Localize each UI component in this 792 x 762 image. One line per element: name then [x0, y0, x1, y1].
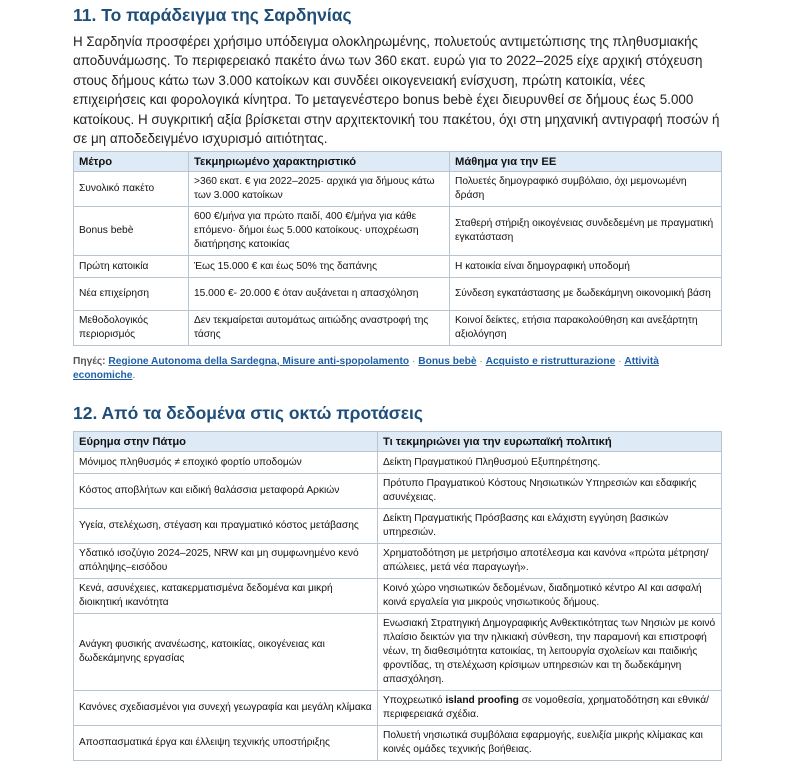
table-row: [74, 278, 722, 311]
table-cell: Η κατοικία είναι δημογραφική υποδομή: [450, 256, 722, 278]
table-header-row: [74, 432, 722, 452]
findings-table: [73, 431, 722, 761]
table-cell: Υγεία, στελέχωση, στέγαση και πραγματικό κόστος μετάβασης: [74, 509, 378, 544]
table-cell: Μόνιμος πληθυσμός ≠ εποχικό φορτίο υποδομών: [74, 452, 378, 474]
table-cell: 600 €/μήνα για πρώτο παιδί, 400 €/μήνα για κάθε επόμενο· δήμοι έως 5.000 κατοίκους· υποχρέωση διατήρησης κατοικίας: [189, 207, 450, 256]
table-cell: Πολυετές δημογραφικό συμβόλαιο, όχι μεμονωμένη δράση: [450, 172, 722, 207]
table-row: [74, 691, 722, 726]
table-row: [74, 579, 722, 614]
table-row: [74, 207, 722, 256]
separator: ·: [618, 356, 622, 367]
sardinia-measures-table: [73, 151, 722, 346]
source-link-bonus-bebe[interactable]: Bonus bebè: [418, 356, 477, 367]
table-row: [74, 256, 722, 278]
column-header: Μέτρο: [74, 152, 189, 172]
table-cell: Νέα επιχείρηση: [74, 278, 189, 311]
table-row: [74, 452, 722, 474]
section-12-heading: 12. Από τα δεδομένα στις οκτώ προτάσεις: [73, 403, 424, 423]
column-header: Εύρημα στην Πάτμο: [74, 432, 378, 452]
column-header: Τι τεκμηριώνει για την ευρωπαϊκή πολιτική: [378, 432, 722, 452]
section-11-paragraph: Η Σαρδηνία προσφέρει χρήσιμο υπόδειγμα ολοκληρωμένης, πολυετούς αντιμετώπισης της πληθυσμιακής αποδυνάμωσης. Το περιφερειακό πακέτο άνω των 360 εκατ. ευρώ για το 2022–2025 είχε αρχική στόχευση στους δήμους κάτω των 3.000 κατοίκων και συνδέει οικογενειακή ενίσχυση, πρώτη κατοικία, νέες επιχειρήσεις και φορολογικά κίνητρα. Το μεταγενέστερο bonus bebè έχει διευρυνθεί σε δήμους έως 5.000 κατοίκους. Η συγκριτική αξία βρίσκεται στην αρχιτεκτονική του πακέτου, όχι στη μηχανική αντιγραφή ποσών ή σε μη αποδεδειγμένο ισχυρισμό αιτιότητας.: [73, 34, 720, 147]
table-row: [74, 474, 722, 509]
table-cell: Ενωσιακή Στρατηγική Δημογραφικής Ανθεκτικότητας των Νησιών με κοινό πλαίσιο δεικτών για την ηλικιακή σύνθεση, την παραμονή και επιστροφή νέων, τη διαθεσιμότητα κατοικίας, τη λειτουργία σχολείων και παιδικής φροντίδας, τη στελέχωση κρίσιμων υπηρεσιών και τη δωδεκάμηνη απασχόληση.: [378, 614, 722, 691]
table-cell: Κανόνες σχεδιασμένοι για συνεχή γεωγραφία και μεγάλη κλίμακα: [74, 691, 378, 726]
table-cell: 15.000 €- 20.000 € όταν αυξάνεται η απασχόληση: [189, 278, 450, 311]
table-row: [74, 509, 722, 544]
table-cell: Πολυετή νησιωτικά συμβόλαια εφαρμογής, ευελιξία μικρής κλίμακας και κοινές ομάδες τεχνικής βοήθειας.: [378, 726, 722, 761]
table-cell: Κοινό χώρο νησιωτικών δεδομένων, διαδημοτικό κέντρο AI και ασφαλή κοινά εργαλεία για μικρούς νησιωτικούς δήμους.: [378, 579, 722, 614]
sources-line: [73, 355, 721, 383]
table-row: [74, 726, 722, 761]
separator: ·: [479, 356, 483, 367]
sources-end: .: [132, 370, 136, 381]
table-cell: Ανάγκη φυσικής ανανέωσης, κατοικίας, οικογένειας και δωδεκάμηνης εργασίας: [74, 614, 378, 691]
table-row: [74, 172, 722, 207]
table-cell: Χρηματοδότηση με μετρήσιμο αποτέλεσμα και κανόνα «πρώτα μέτρηση/απώλειες, μετά νέα παραγωγή».: [378, 544, 722, 579]
table-cell: Κοινοί δείκτες, ετήσια παρακολούθηση και ανεξάρτητη αξιολόγηση: [450, 311, 722, 346]
table-cell: Κενά, ασυνέχειες, κατακερματισμένα δεδομένα και μικρή διοικητική ικανότητα: [74, 579, 378, 614]
table-cell: Μεθοδολογικός περιορισμός: [74, 311, 189, 346]
table-cell: Πρώτη κατοικία: [74, 256, 189, 278]
table-cell: Δεν τεκμαίρεται αυτομάτως αιτιώδης αναστροφή της τάσης: [189, 311, 450, 346]
table-cell: Συνολικό πακέτο: [74, 172, 189, 207]
table-row: [74, 544, 722, 579]
table-cell: Σύνδεση εγκατάστασης με δωδεκάμηνη οικονομική βάση: [450, 278, 722, 311]
section-11-heading: 11. Το παράδειγμα της Σαρδηνίας: [73, 5, 352, 25]
separator: ·: [412, 356, 416, 367]
column-header: Μάθημα για την ΕΕ: [450, 152, 722, 172]
table-cell: Σταθερή στήριξη οικογένειας συνδεδεμένη με πραγματική εγκατάσταση: [450, 207, 722, 256]
source-link-attivita[interactable]: Attività economiche: [73, 356, 659, 381]
table-row: [74, 614, 722, 691]
island-proofing-term: island proofing: [445, 695, 519, 706]
sources-label: Πηγές:: [73, 356, 106, 367]
source-link-acquisto[interactable]: Acquisto e ristrutturazione: [485, 356, 616, 367]
table-cell: Κόστος αποβλήτων και ειδική θαλάσσια μεταφορά Αρκιών: [74, 474, 378, 509]
table-cell: Δείκτη Πραγματικής Πρόσβασης και ελάχιστη εγγύηση βασικών υπηρεσιών.: [378, 509, 722, 544]
table-cell: >360 εκατ. € για 2022–2025· αρχικά για δήμους κάτω των 3.000 κατοίκων: [189, 172, 450, 207]
table-cell: Αποσπασματικά έργα και έλλειψη τεχνικής υποστήριξης: [74, 726, 378, 761]
table-cell: Πρότυπο Πραγματικού Κόστους Νησιωτικών Υπηρεσιών και εδαφικής ασυνέχειας.: [378, 474, 722, 509]
column-header: Τεκμηριωμένο χαρακτηριστικό: [189, 152, 450, 172]
source-link-sardegna[interactable]: Regione Autonoma della Sardegna, Misure anti-spopolamento: [108, 356, 410, 367]
table-row: [74, 311, 722, 346]
table-cell: Υδατικό ισοζύγιο 2024–2025, NRW και μη συμφωνημένο κενό απόληψης–εισόδου: [74, 544, 378, 579]
table-cell: Δείκτη Πραγματικού Πληθυσμού Εξυπηρέτησης.: [378, 452, 722, 474]
table-header-row: [74, 152, 722, 172]
table-cell: Έως 15.000 € και έως 50% της δαπάνης: [189, 256, 450, 278]
table-cell: Υποχρεωτικό island proofing σε νομοθεσία, χρηματοδότηση και εθνικά/περιφερειακά σχέδια.: [378, 691, 722, 726]
table-cell: Bonus bebè: [74, 207, 189, 256]
